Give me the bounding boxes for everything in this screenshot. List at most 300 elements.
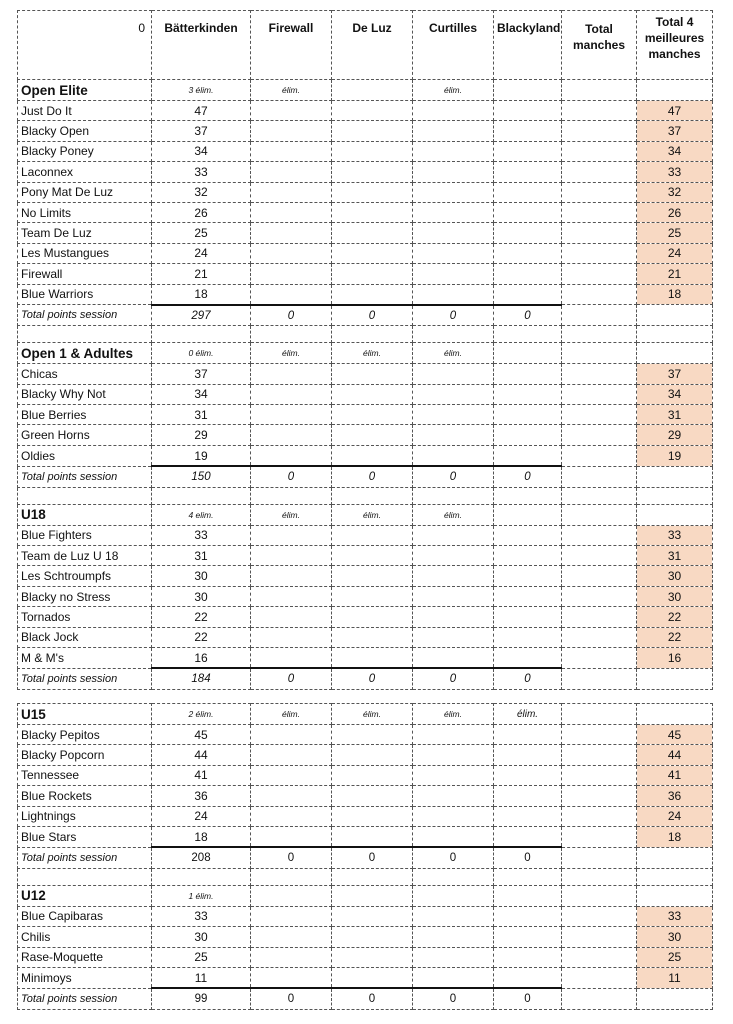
total-manches-cell — [562, 668, 637, 689]
total-manches-value — [562, 162, 637, 182]
total4-value: 24 — [637, 243, 713, 263]
points-empty — [413, 947, 494, 967]
points-empty — [494, 223, 562, 243]
points-empty — [413, 243, 494, 263]
team-name: Blue Fighters — [18, 525, 152, 545]
total4-value: 45 — [637, 725, 713, 745]
spacer-cell — [152, 487, 251, 504]
total4-value: 25 — [637, 947, 713, 967]
points-empty — [251, 384, 332, 404]
spacer-cell — [251, 868, 332, 885]
team-name: Blue Rockets — [18, 786, 152, 806]
points-empty — [413, 525, 494, 545]
spacer-cell — [332, 487, 413, 504]
total-points-3: 0 — [413, 668, 494, 689]
points-empty — [332, 745, 413, 765]
total4-value: 34 — [637, 384, 713, 404]
points-empty — [251, 445, 332, 466]
points-empty — [251, 364, 332, 384]
points-empty — [494, 906, 562, 926]
points-empty — [332, 725, 413, 745]
table-row — [18, 264, 713, 284]
points-batterkinden: 21 — [152, 264, 251, 284]
points-empty — [413, 586, 494, 606]
points-empty — [413, 927, 494, 947]
elim-note — [494, 80, 562, 101]
points-empty — [332, 425, 413, 445]
points-empty — [494, 425, 562, 445]
total-manches-cell — [562, 988, 637, 1009]
points-empty — [413, 967, 494, 988]
team-name: Blacky no Stress — [18, 586, 152, 606]
points-empty — [494, 725, 562, 745]
points-empty — [494, 586, 562, 606]
total-manches-value — [562, 425, 637, 445]
total-manches-value — [562, 826, 637, 847]
spacer-cell — [18, 326, 152, 343]
table-row — [18, 243, 713, 263]
total4-value: 30 — [637, 566, 713, 586]
points-empty — [413, 786, 494, 806]
results-table-top — [17, 10, 713, 690]
points-batterkinden: 29 — [152, 425, 251, 445]
total-points-0: 297 — [152, 305, 251, 326]
points-empty — [332, 647, 413, 668]
points-batterkinden: 19 — [152, 445, 251, 466]
points-empty — [494, 364, 562, 384]
category-row — [18, 704, 713, 725]
table-row — [18, 607, 713, 627]
total4-value: 22 — [637, 607, 713, 627]
points-batterkinden: 18 — [152, 826, 251, 847]
elim-note: élim. — [332, 504, 413, 525]
points-empty — [413, 566, 494, 586]
elim-note: élim. — [251, 704, 332, 725]
points-empty — [494, 525, 562, 545]
total-manches-value — [562, 546, 637, 566]
total-points-1: 0 — [251, 988, 332, 1009]
points-empty — [413, 264, 494, 284]
spacer-cell — [332, 868, 413, 885]
points-batterkinden: 32 — [152, 182, 251, 202]
team-name: Blacky Why Not — [18, 384, 152, 404]
points-empty — [413, 182, 494, 202]
team-name: Chicas — [18, 364, 152, 384]
total4-value: 18 — [637, 826, 713, 847]
points-empty — [494, 607, 562, 627]
category-name: U18 — [18, 504, 152, 525]
total-row — [18, 305, 713, 326]
points-empty — [251, 627, 332, 647]
header-total4: Total 4 meilleures manches — [637, 11, 713, 80]
total-manches-value — [562, 445, 637, 466]
category-name: U15 — [18, 704, 152, 725]
team-name: Blue Berries — [18, 405, 152, 425]
elim-note: élim. — [494, 704, 562, 725]
total4-value: 21 — [637, 264, 713, 284]
spacer-cell — [637, 868, 713, 885]
spacer-cell — [251, 487, 332, 504]
total-manches-value — [562, 384, 637, 404]
points-empty — [251, 182, 332, 202]
total-label: Total points session — [18, 466, 152, 487]
points-batterkinden: 22 — [152, 607, 251, 627]
elim-note — [332, 885, 413, 906]
total4-cell — [637, 847, 713, 868]
points-empty — [251, 121, 332, 141]
elim-note — [251, 885, 332, 906]
points-empty — [251, 806, 332, 826]
elim-note: élim. — [251, 343, 332, 364]
points-empty — [332, 546, 413, 566]
points-batterkinden: 44 — [152, 745, 251, 765]
total4-value: 16 — [637, 647, 713, 668]
spacer-cell — [494, 487, 562, 504]
points-batterkinden: 33 — [152, 906, 251, 926]
points-empty — [332, 765, 413, 785]
total-manches-value — [562, 284, 637, 305]
total4-value: 31 — [637, 405, 713, 425]
total4-value: 32 — [637, 182, 713, 202]
total-manches-value — [562, 202, 637, 222]
points-empty — [332, 141, 413, 161]
points-empty — [251, 826, 332, 847]
total-points-3: 0 — [413, 847, 494, 868]
team-name: Les Mustangues — [18, 243, 152, 263]
points-empty — [494, 141, 562, 161]
total4-value: 37 — [637, 364, 713, 384]
points-empty — [494, 445, 562, 466]
points-empty — [332, 906, 413, 926]
points-empty — [494, 647, 562, 668]
category-row — [18, 343, 713, 364]
total-manches-value — [562, 947, 637, 967]
total4-value: 11 — [637, 967, 713, 988]
header-col-0: Bätterkinden — [152, 11, 251, 80]
points-batterkinden: 37 — [152, 364, 251, 384]
total-points-0: 184 — [152, 668, 251, 689]
table-row — [18, 425, 713, 445]
points-empty — [251, 101, 332, 121]
spacer-cell — [152, 326, 251, 343]
elim-note: élim. — [251, 504, 332, 525]
points-batterkinden: 45 — [152, 725, 251, 745]
spacer-cell — [413, 487, 494, 504]
elim-note: élim. — [332, 343, 413, 364]
points-empty — [494, 947, 562, 967]
points-empty — [251, 264, 332, 284]
points-empty — [494, 546, 562, 566]
points-empty — [332, 927, 413, 947]
points-empty — [413, 284, 494, 305]
total4-cell — [637, 988, 713, 1009]
points-empty — [332, 223, 413, 243]
team-name: Pony Mat De Luz — [18, 182, 152, 202]
points-empty — [332, 586, 413, 606]
table-row — [18, 586, 713, 606]
spacer-cell — [332, 326, 413, 343]
total-manches-value — [562, 121, 637, 141]
points-empty — [251, 223, 332, 243]
elim-note — [413, 885, 494, 906]
total4-cell — [637, 885, 713, 906]
total-manches-cell — [562, 305, 637, 326]
points-empty — [332, 967, 413, 988]
points-empty — [332, 806, 413, 826]
total4-value: 18 — [637, 284, 713, 305]
total4-value: 33 — [637, 525, 713, 545]
points-empty — [332, 384, 413, 404]
header-col-2: De Luz — [332, 11, 413, 80]
elim-note: élim. — [413, 704, 494, 725]
points-empty — [494, 101, 562, 121]
table-row — [18, 182, 713, 202]
elim-note: 1 élim. — [152, 885, 251, 906]
total-row — [18, 668, 713, 689]
points-empty — [494, 765, 562, 785]
total-points-0: 150 — [152, 466, 251, 487]
points-batterkinden: 25 — [152, 947, 251, 967]
category-row — [18, 885, 713, 906]
total4-value: 37 — [637, 121, 713, 141]
team-name: Blue Warriors — [18, 284, 152, 305]
category-row — [18, 504, 713, 525]
points-empty — [332, 121, 413, 141]
total-manches-value — [562, 141, 637, 161]
points-empty — [251, 405, 332, 425]
points-empty — [494, 264, 562, 284]
points-empty — [494, 927, 562, 947]
total-manches-value — [562, 725, 637, 745]
elim-note — [494, 885, 562, 906]
points-empty — [413, 445, 494, 466]
points-empty — [332, 566, 413, 586]
total-manches-value — [562, 586, 637, 606]
total-manches-value — [562, 967, 637, 988]
points-empty — [251, 765, 332, 785]
points-batterkinden: 33 — [152, 525, 251, 545]
points-empty — [332, 162, 413, 182]
points-empty — [332, 202, 413, 222]
spacer-cell — [562, 487, 637, 504]
points-empty — [494, 967, 562, 988]
elim-note — [494, 504, 562, 525]
points-empty — [332, 243, 413, 263]
team-name: Laconnex — [18, 162, 152, 182]
team-name: No Limits — [18, 202, 152, 222]
elim-note: élim. — [332, 704, 413, 725]
spacer-cell — [251, 326, 332, 343]
points-empty — [413, 765, 494, 785]
table-row — [18, 284, 713, 305]
spacer-cell — [152, 868, 251, 885]
points-empty — [251, 967, 332, 988]
table-row — [18, 202, 713, 222]
points-empty — [494, 284, 562, 305]
elim-note: 4 elim. — [152, 504, 251, 525]
points-empty — [413, 223, 494, 243]
points-empty — [332, 826, 413, 847]
points-empty — [332, 284, 413, 305]
points-batterkinden: 24 — [152, 243, 251, 263]
points-batterkinden: 26 — [152, 202, 251, 222]
total-points-2: 0 — [332, 466, 413, 487]
spacer-cell — [637, 326, 713, 343]
points-empty — [413, 745, 494, 765]
elim-note — [332, 80, 413, 101]
points-empty — [494, 786, 562, 806]
table-row — [18, 101, 713, 121]
table-row — [18, 745, 713, 765]
table-row — [18, 725, 713, 745]
points-empty — [413, 627, 494, 647]
points-batterkinden: 31 — [152, 546, 251, 566]
points-empty — [332, 786, 413, 806]
points-empty — [332, 445, 413, 466]
total-manches-cell — [562, 80, 637, 101]
team-name: Blacky Poney — [18, 141, 152, 161]
elim-note: élim. — [251, 80, 332, 101]
total-points-1: 0 — [251, 466, 332, 487]
total-points-4: 0 — [494, 847, 562, 868]
results-table-bottom — [17, 703, 713, 1010]
points-empty — [413, 162, 494, 182]
total4-value: 25 — [637, 223, 713, 243]
total4-value: 29 — [637, 425, 713, 445]
points-empty — [413, 806, 494, 826]
points-empty — [413, 384, 494, 404]
spacer-cell — [494, 326, 562, 343]
points-empty — [413, 906, 494, 926]
points-empty — [332, 607, 413, 627]
total4-cell — [637, 80, 713, 101]
total-points-1: 0 — [251, 847, 332, 868]
points-empty — [413, 647, 494, 668]
points-empty — [251, 745, 332, 765]
elim-note: élim. — [413, 504, 494, 525]
total4-value: 47 — [637, 101, 713, 121]
header-col-3: Curtilles — [413, 11, 494, 80]
team-name: Team de Luz U 18 — [18, 546, 152, 566]
total-manches-value — [562, 647, 637, 668]
points-empty — [332, 525, 413, 545]
points-empty — [494, 826, 562, 847]
team-name: Green Horns — [18, 425, 152, 445]
header-row — [18, 11, 713, 80]
total-points-4: 0 — [494, 305, 562, 326]
total-row — [18, 847, 713, 868]
points-batterkinden: 18 — [152, 284, 251, 305]
points-empty — [251, 243, 332, 263]
table-row — [18, 906, 713, 926]
team-name: Tennessee — [18, 765, 152, 785]
total-row — [18, 988, 713, 1009]
total4-value: 33 — [637, 906, 713, 926]
points-batterkinden: 16 — [152, 647, 251, 668]
total-points-3: 0 — [413, 466, 494, 487]
total4-value: 33 — [637, 162, 713, 182]
category-name: Open 1 & Adultes — [18, 343, 152, 364]
total-manches-value — [562, 566, 637, 586]
team-name: Firewall — [18, 264, 152, 284]
team-name: Just Do It — [18, 101, 152, 121]
spacer-cell — [494, 868, 562, 885]
points-batterkinden: 24 — [152, 806, 251, 826]
total-manches-cell — [562, 343, 637, 364]
points-empty — [494, 121, 562, 141]
table-row — [18, 765, 713, 785]
table-row — [18, 141, 713, 161]
total4-value: 22 — [637, 627, 713, 647]
points-empty — [494, 405, 562, 425]
total-label: Total points session — [18, 668, 152, 689]
points-empty — [494, 627, 562, 647]
points-empty — [251, 425, 332, 445]
table-row — [18, 445, 713, 466]
total-points-3: 0 — [413, 988, 494, 1009]
team-name: Blacky Popcorn — [18, 745, 152, 765]
spacer-cell — [562, 868, 637, 885]
points-batterkinden: 34 — [152, 384, 251, 404]
points-empty — [494, 566, 562, 586]
points-empty — [413, 607, 494, 627]
points-empty — [413, 546, 494, 566]
total-points-0: 99 — [152, 988, 251, 1009]
category-name: Open Elite — [18, 80, 152, 101]
table-row — [18, 162, 713, 182]
spacer-cell — [413, 868, 494, 885]
total-label: Total points session — [18, 988, 152, 1009]
total-points-4: 0 — [494, 466, 562, 487]
spacer-cell — [637, 487, 713, 504]
total4-cell — [637, 668, 713, 689]
points-batterkinden: 37 — [152, 121, 251, 141]
table-row — [18, 627, 713, 647]
points-empty — [251, 566, 332, 586]
points-empty — [494, 202, 562, 222]
team-name: Blue Stars — [18, 826, 152, 847]
points-batterkinden: 31 — [152, 405, 251, 425]
total-manches-value — [562, 364, 637, 384]
table-row — [18, 947, 713, 967]
table-row — [18, 364, 713, 384]
points-batterkinden: 41 — [152, 765, 251, 785]
points-batterkinden: 22 — [152, 627, 251, 647]
total-points-0: 208 — [152, 847, 251, 868]
points-empty — [332, 627, 413, 647]
points-empty — [494, 806, 562, 826]
points-empty — [251, 546, 332, 566]
total4-value: 44 — [637, 745, 713, 765]
team-name: Minimoys — [18, 967, 152, 988]
points-empty — [251, 725, 332, 745]
total-manches-value — [562, 525, 637, 545]
table-row — [18, 384, 713, 404]
total-points-1: 0 — [251, 305, 332, 326]
spacer-cell — [18, 487, 152, 504]
points-batterkinden: 25 — [152, 223, 251, 243]
total-row — [18, 466, 713, 487]
table-row — [18, 121, 713, 141]
points-batterkinden: 30 — [152, 566, 251, 586]
table-row — [18, 566, 713, 586]
table-row — [18, 786, 713, 806]
points-empty — [251, 202, 332, 222]
points-batterkinden: 30 — [152, 586, 251, 606]
total4-cell — [637, 343, 713, 364]
category-row — [18, 80, 713, 101]
points-empty — [413, 425, 494, 445]
